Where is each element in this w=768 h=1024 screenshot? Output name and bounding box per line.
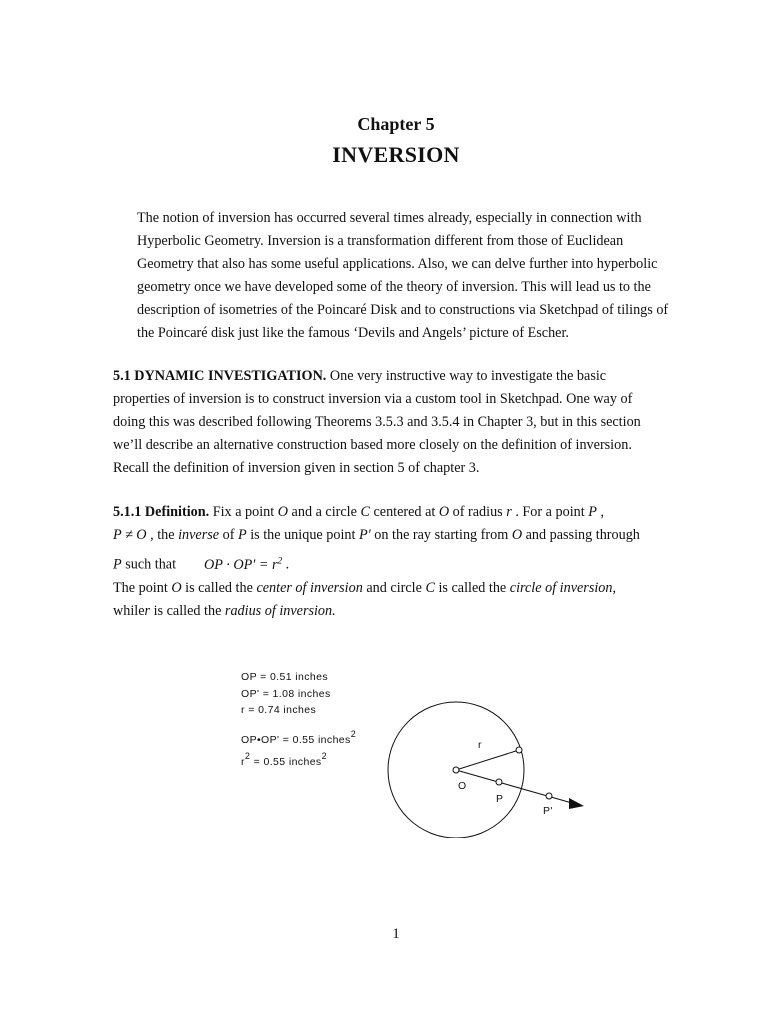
measure-r-sq-rest: = 0.55 inches	[250, 756, 322, 768]
measure-product-exp: 2	[350, 729, 357, 739]
measure-r-sq-base: r	[241, 756, 245, 768]
text-run: ,	[596, 504, 604, 520]
text-run: ,	[612, 579, 617, 596]
intro-line: The notion of inversion has occurred several times already, especially in connection with	[137, 210, 642, 226]
section-line: we’ll describe an alternative construction based more closely on the definition of inversion.	[113, 437, 632, 453]
text-run: of	[219, 527, 238, 543]
intro-paragraph	[113, 207, 693, 345]
definition-line	[113, 600, 693, 623]
section-paragraph	[113, 365, 693, 480]
section-line: properties of inversion is to construct inversion via a custom tool in Sketchpad. One way of	[113, 391, 633, 407]
math-symbol: P	[237, 527, 247, 543]
measure-r: r = 0.74 inches	[241, 704, 317, 716]
text-run: , the	[146, 527, 179, 543]
intro-line: Geometry that also has some useful applications. Also, we can delve further into hyperbolic	[137, 256, 658, 272]
inversion-ray	[456, 770, 572, 803]
math-symbol: C	[425, 579, 435, 596]
section-line	[113, 365, 693, 388]
text-run: such that	[121, 556, 177, 573]
inversion-figure	[238, 668, 598, 838]
text-run: on the ray starting from	[370, 527, 512, 543]
emphasis: circle of inversion	[509, 579, 613, 596]
equation-body: OP · OP′ = r	[204, 556, 278, 573]
emphasis: center of inversion	[256, 579, 363, 596]
text-run: while	[113, 602, 145, 619]
point-p	[496, 779, 502, 785]
measure-r-sq-exp: 2	[244, 751, 251, 761]
definition-line	[113, 549, 693, 577]
text-run: .	[282, 556, 290, 573]
text-run: . For a point	[511, 504, 589, 520]
radius-segment	[456, 750, 519, 770]
math-symbol: P	[113, 556, 122, 573]
label-r: r	[478, 739, 482, 751]
measure-product	[241, 729, 356, 746]
math-symbol: P	[588, 504, 597, 520]
math-symbol: O	[438, 504, 450, 520]
text-run: is called the	[181, 579, 257, 596]
inversion-diagram	[238, 668, 598, 838]
definition-line	[113, 577, 693, 600]
text-run: and a circle	[288, 504, 361, 520]
text-run: and circle	[362, 579, 426, 596]
math-symbol: C	[360, 504, 370, 520]
math-symbol: P ≠ O	[113, 527, 147, 543]
intro-line: Hyperbolic Geometry. Inversion is a transformation different from those of Euclidean	[137, 233, 624, 249]
point-o	[453, 767, 459, 773]
ray-arrowhead	[569, 798, 584, 809]
equation	[204, 557, 282, 573]
chapter-label: Chapter 5	[357, 114, 435, 134]
chapter-title: INVERSION	[332, 142, 460, 167]
text-run: is called the	[150, 602, 225, 619]
section-text: One very instructive way to investigate the basic	[326, 368, 607, 384]
measure-op-prime: OP' = 1.08 inches	[241, 688, 331, 700]
point-circle	[516, 747, 522, 753]
emphasis: radius of inversion.	[224, 602, 336, 619]
measure-r-squared	[241, 751, 327, 768]
text-run: The point	[113, 579, 172, 596]
measurement-panel	[241, 671, 356, 768]
intro-line: description of isometries of the Poincaré Disk and to constructions via Sketchpad of tilings of	[137, 302, 669, 318]
measure-r-sq-unit-exp: 2	[321, 751, 327, 761]
label-p: P	[496, 793, 504, 805]
intro-line: the Poincaré disk just like the famous ‘Devils and Angels’ picture of Escher.	[137, 325, 569, 341]
point-labels	[458, 739, 553, 817]
text-run: Fix a point	[209, 504, 278, 520]
math-symbol: O	[511, 527, 523, 543]
math-symbol: P′	[358, 527, 371, 543]
label-p-prime: P'	[543, 805, 553, 817]
measure-op: OP = 0.51 inches	[241, 671, 329, 683]
intro-line: geometry once we have developed some of the theory of inversion. This will lead us to the	[137, 279, 651, 295]
equation-exponent: 2	[277, 555, 283, 565]
emphasis: inverse	[178, 527, 220, 543]
text-run: and passing through	[522, 527, 640, 543]
text-run: of radius	[449, 504, 507, 520]
section-heading: 5.1 DYNAMIC INVESTIGATION.	[113, 368, 327, 384]
measure-product-base: OP•OP' = 0.55 inches	[241, 734, 351, 746]
math-symbol: O	[171, 579, 182, 596]
definition-line	[113, 524, 693, 547]
geometry	[388, 702, 572, 838]
text-run: is the unique point	[246, 527, 359, 543]
definition-line	[113, 501, 693, 524]
page-number: 1	[392, 926, 400, 942]
section-line: Recall the definition of inversion given in section 5 of chapter 3.	[113, 460, 480, 476]
label-o: O	[458, 780, 467, 792]
definition-heading: 5.1.1 Definition.	[113, 504, 210, 520]
text-run: centered at	[369, 504, 439, 520]
math-symbol: O	[277, 504, 288, 520]
math-symbol: r	[144, 602, 151, 619]
definition-paragraph	[113, 501, 693, 623]
point-p-prime	[546, 793, 552, 799]
math-symbol: r	[506, 504, 512, 520]
section-line: doing this was described following Theorems 3.5.3 and 3.5.4 in Chapter 3, but in this section	[113, 414, 641, 430]
text-run: is called the	[434, 579, 510, 596]
